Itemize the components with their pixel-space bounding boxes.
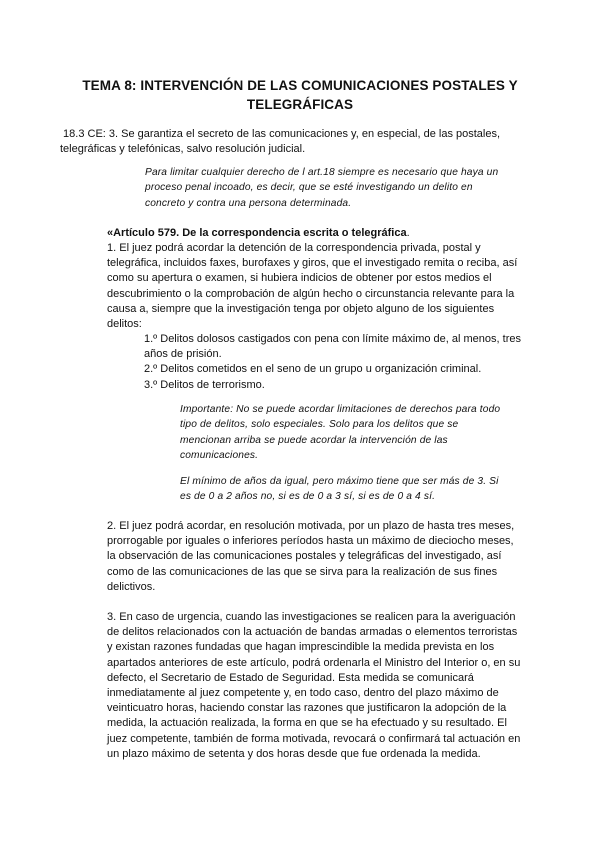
text-line: como su apertura o examen, si hubiera indicios de obtener por estos medios el xyxy=(107,272,492,285)
text-line: 2. El juez podrá acordar, en resolución motivada, por un plazo de hasta tres meses, xyxy=(107,520,515,532)
text-line: inmediatamente al juez competente y, en todo caso, dentro del plazo máximo de xyxy=(107,687,499,700)
text-line: 18.3 CE: 3. Se garantiza el secreto de las comunicaciones y, en especial, de las postales, xyxy=(60,128,501,140)
text-line: Para limitar cualquier derecho de l art.18 siempre es necesario que haya un xyxy=(145,167,499,178)
title-line-1: TEMA 8: INTERVENCIÓN DE LAS COMUNICACIONES POSTALES Y xyxy=(82,78,518,93)
text-line: delitos: xyxy=(107,318,142,331)
text-line: telegráficas y telefónicas, salvo resolución judicial. xyxy=(60,143,306,156)
delitos-list xyxy=(144,332,521,393)
text-line: comunicaciones. xyxy=(180,449,259,461)
list-item: 2.º Delitos cometidos en el seno de un grupo u organización criminal. xyxy=(144,363,482,376)
text-line: defecto, el Secretario de Estado de Seguridad. Esta medida se comunicará xyxy=(107,671,474,684)
text-line: veinticuatro horas, haciendo constar las razones que justificaron la adopción de la xyxy=(107,702,507,715)
note-importante xyxy=(180,402,500,463)
list-item: 3.º Delitos de terrorismo. xyxy=(144,378,265,391)
text-line: 3. En caso de urgencia, cuando las investigaciones se realicen para la averiguación xyxy=(107,611,516,623)
article-heading xyxy=(107,226,410,241)
text-line: es de 0 a 2 años no, si es de 0 a 3 sí, si es de 0 a 4 sí. xyxy=(180,491,436,503)
intro-paragraph xyxy=(60,127,500,157)
text-line: un plazo máximo de setenta y dos horas desde que fue ordenada la medida. xyxy=(107,747,481,760)
text-line: El mínimo de años da igual, pero máximo tiene que ser más de 3. Si xyxy=(180,476,499,487)
note-proceso-penal xyxy=(145,165,498,211)
text-line: tipo de delitos, solo especiales. Solo para los delitos que se xyxy=(180,419,459,431)
text-line: Importante: No se puede acordar limitaciones de derechos para todo xyxy=(180,404,501,415)
text-line: 1. El juez podrá acordar la detención de la correspondencia privada, postal y xyxy=(107,242,481,254)
text-line: de delitos relacionados con la actuación de bandas armadas o elementos terroristas xyxy=(107,626,518,639)
text-line: apartados anteriores de este artículo, podrá ordenarla el Ministro del Interior o, en su xyxy=(107,656,521,669)
list-item: 1.º Delitos dolosos castigados con pena con límite máximo de, al menos, tres xyxy=(144,333,521,345)
article-heading-text: «Artículo 579. De la correspondencia escrita o telegráfica xyxy=(107,227,407,239)
article-paragraph-2 xyxy=(107,519,514,595)
text-line: la observación de las comunicaciones postales y telegráficas del investigado, así xyxy=(107,550,502,563)
note-minimo-anos xyxy=(180,474,499,505)
title-line-2: TELEGRÁFICAS xyxy=(246,97,354,112)
text-line: causa a, siempre que la investigación tenga por objeto alguno de los siguientes xyxy=(107,302,495,315)
text-line: mencionan arriba se puede acordar la intervención de las xyxy=(180,434,448,446)
article-paragraph-1 xyxy=(107,241,517,332)
text-line: descubrimiento o la comprobación de algún hecho o circunstancia relevante para la xyxy=(107,287,515,300)
text-line: y existan razones fundadas que hagan imprescindible la medida prevista en los xyxy=(107,641,495,654)
text-line: como de las comunicaciones de las que se sirva para la realización de sus fines xyxy=(107,565,498,578)
text-line: telegráfica, incluidos faxes, burofaxes y giros, que el investigado remita o reciba, así xyxy=(107,257,518,270)
page-title xyxy=(60,76,540,114)
text-line: prorrogable por iguales o inferiores períodos hasta un máximo de dieciocho meses, xyxy=(107,535,514,548)
text-line: concreto y contra una persona determinada. xyxy=(145,197,352,209)
text-line: medida, la actuación realizada, la forma en que se ha efectuado y su resultado. El xyxy=(107,717,507,730)
text-line: delictivos. xyxy=(107,580,156,593)
article-heading-period: . xyxy=(406,227,410,239)
list-item: años de prisión. xyxy=(144,348,222,361)
text-line: juez competente, también de forma motivada, revocará o confirmará tal actuación en xyxy=(107,732,521,745)
text-line: proceso penal incoado, es decir, que se esté investigando un delito en xyxy=(145,182,473,194)
article-paragraph-3 xyxy=(107,610,520,762)
